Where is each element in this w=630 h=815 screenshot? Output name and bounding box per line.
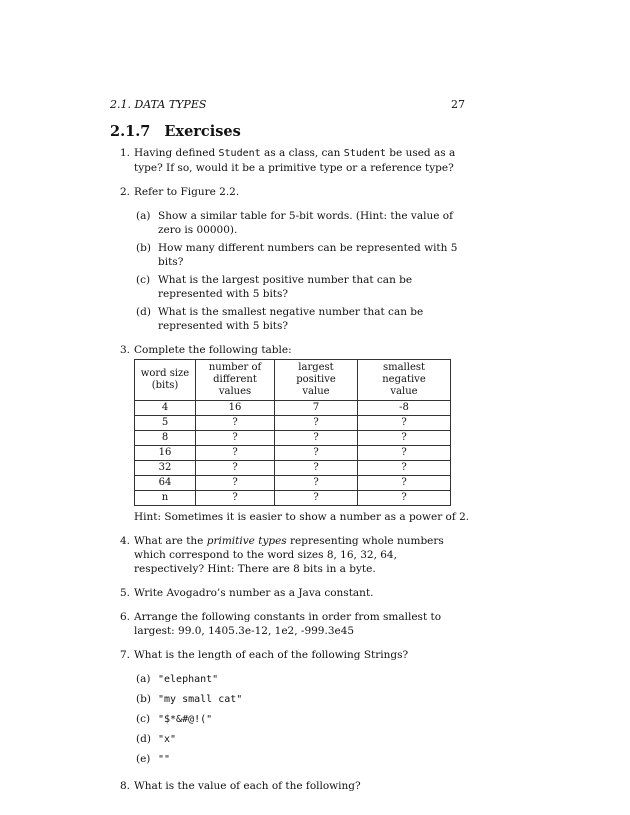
- code-string: "elephant": [158, 674, 219, 685]
- part-label: (b): [136, 242, 151, 254]
- exercise-number: 3.: [120, 344, 131, 356]
- part-label: (e): [136, 753, 151, 765]
- exercise-7: [110, 648, 470, 662]
- section-number: 2.1.7: [110, 123, 151, 140]
- table-cell: ?: [275, 446, 358, 461]
- part-label: (b): [136, 693, 151, 705]
- table-row: [135, 461, 451, 476]
- exercise-number: 7.: [120, 649, 131, 661]
- column-header: [275, 360, 358, 401]
- running-title: 2.1. DATA TYPES: [110, 98, 207, 111]
- header-line: different values: [213, 374, 257, 397]
- exercise-6: [110, 610, 470, 638]
- table-cell: 64: [135, 476, 196, 491]
- table-cell: ?: [358, 416, 451, 431]
- section-heading: [110, 123, 241, 140]
- part-text: What is the largest positive number that can be represented with 5 bits?: [158, 274, 413, 300]
- exercise-7c: [110, 712, 470, 727]
- exercise-text: What is the length of each of the following Strings?: [134, 649, 409, 661]
- exercise-text: Arrange the following constants in order from smallest to largest: 99.0, 1405.3e-12, 1e2, -999.3e45: [134, 611, 442, 637]
- exercise-2: [110, 185, 470, 199]
- table-cell: 8: [135, 431, 196, 446]
- column-header: [358, 360, 451, 401]
- code-student: Student: [218, 148, 261, 159]
- table-cell: 4: [135, 401, 196, 416]
- exercise-7d: [110, 732, 470, 747]
- exercise-text: Refer to Figure 2.2.: [134, 186, 240, 198]
- table-cell: ?: [358, 446, 451, 461]
- table-cell: ?: [275, 491, 358, 506]
- table-cell: ?: [358, 491, 451, 506]
- table-cell: ?: [275, 431, 358, 446]
- table-row: [135, 476, 451, 491]
- exercise-text: Write Avogadro’s number as a Java constant.: [134, 587, 374, 599]
- exercise-7a: [110, 672, 470, 687]
- section-title: Exercises: [164, 123, 241, 140]
- part-label: (a): [136, 673, 151, 685]
- exercise-5: [110, 586, 470, 600]
- part-label: (c): [136, 713, 151, 725]
- table-cell: 16: [196, 401, 275, 416]
- table-cell: ?: [196, 461, 275, 476]
- exercise-number: 4.: [120, 535, 131, 547]
- exercise-2a: [110, 209, 470, 237]
- exercise-list: [110, 146, 470, 793]
- part-label: (a): [136, 210, 151, 222]
- table-cell: ?: [275, 476, 358, 491]
- table-cell: ?: [196, 476, 275, 491]
- part-label: (d): [136, 733, 151, 745]
- exercise-2b: [110, 241, 470, 269]
- exercise-4: [110, 534, 470, 576]
- code-string: "x": [158, 734, 177, 745]
- header-line: value: [302, 386, 330, 397]
- column-header: [196, 360, 275, 401]
- exercise-text: be used as a type? If so, would it be a primitive type or a reference type?: [134, 147, 456, 174]
- emphasis-primitive-types: primitive types: [206, 535, 287, 547]
- code-string: "": [158, 754, 171, 765]
- part-text: How many different numbers can be represented with 5 bits?: [158, 242, 458, 268]
- table-cell: ?: [275, 461, 358, 476]
- table-cell: ?: [358, 476, 451, 491]
- table-cell: ?: [196, 431, 275, 446]
- exercise-number: 2.: [120, 186, 131, 198]
- exercise-8: [110, 779, 470, 793]
- table-row: [135, 401, 451, 416]
- table-cell: 16: [135, 446, 196, 461]
- part-text: What is the smallest negative number that can be represented with 5 bits?: [158, 306, 424, 332]
- running-header: [110, 98, 465, 111]
- exercise-2c: [110, 273, 470, 301]
- header-line: (bits): [151, 380, 179, 391]
- exercise-7-parts: [110, 672, 470, 767]
- exercise-number: 6.: [120, 611, 131, 623]
- table-cell: ?: [196, 446, 275, 461]
- table-row: [135, 431, 451, 446]
- exercise-text: What is the value of each of the following?: [134, 780, 361, 792]
- exercise-text: What are the: [134, 535, 207, 547]
- code-student: Student: [343, 148, 386, 159]
- part-label: (c): [136, 274, 151, 286]
- table-cell: n: [135, 491, 196, 506]
- exercise-text: Complete the following table:: [134, 344, 292, 356]
- exercise-text: as a class, can: [260, 147, 344, 159]
- column-header: [135, 360, 196, 401]
- table-cell: 32: [135, 461, 196, 476]
- table-cell: 5: [135, 416, 196, 431]
- table-row: [135, 416, 451, 431]
- code-string: "my small cat": [158, 694, 243, 705]
- table-cell: -8: [358, 401, 451, 416]
- code-string: "$*&#@!(": [158, 714, 213, 725]
- exercise-text: Having defined: [134, 147, 219, 159]
- table-row: [135, 446, 451, 461]
- page-number: 27: [451, 98, 465, 111]
- part-label: (d): [136, 306, 151, 318]
- table-row: [135, 491, 451, 506]
- exercise-2-parts: [110, 209, 470, 333]
- part-text: Show a similar table for 5-bit words. (Hint: the value of zero is 00000).: [158, 210, 453, 236]
- exercise-3: [110, 343, 470, 357]
- header-line: largest positive: [296, 362, 336, 385]
- word-size-table: [134, 359, 451, 506]
- exercise-number: 5.: [120, 587, 131, 599]
- table-cell: ?: [196, 491, 275, 506]
- header-line: number of: [208, 362, 262, 373]
- exercise-7b: [110, 692, 470, 707]
- table-header-row: [135, 360, 451, 401]
- header-line: smallest negative: [382, 362, 426, 385]
- table-cell: ?: [275, 416, 358, 431]
- table-cell: ?: [358, 461, 451, 476]
- exercise-7e: [110, 752, 470, 767]
- exercise-number: 8.: [120, 780, 131, 792]
- exercise-2d: [110, 305, 470, 333]
- exercise-3-hint: Hint: Sometimes it is easier to show a number as a power of 2.: [134, 511, 470, 523]
- exercise-text: representing whole numbers which correspond to the word sizes 8, 16, 32, 64, respectively? Hint: There are 8 bits in a byte.: [134, 535, 444, 575]
- exercise-1: [110, 146, 470, 175]
- exercise-number: 1.: [120, 147, 131, 159]
- table-cell: ?: [358, 431, 451, 446]
- table-cell: 7: [275, 401, 358, 416]
- header-line: value: [390, 386, 418, 397]
- header-line: word size: [140, 368, 190, 379]
- table-cell: ?: [196, 416, 275, 431]
